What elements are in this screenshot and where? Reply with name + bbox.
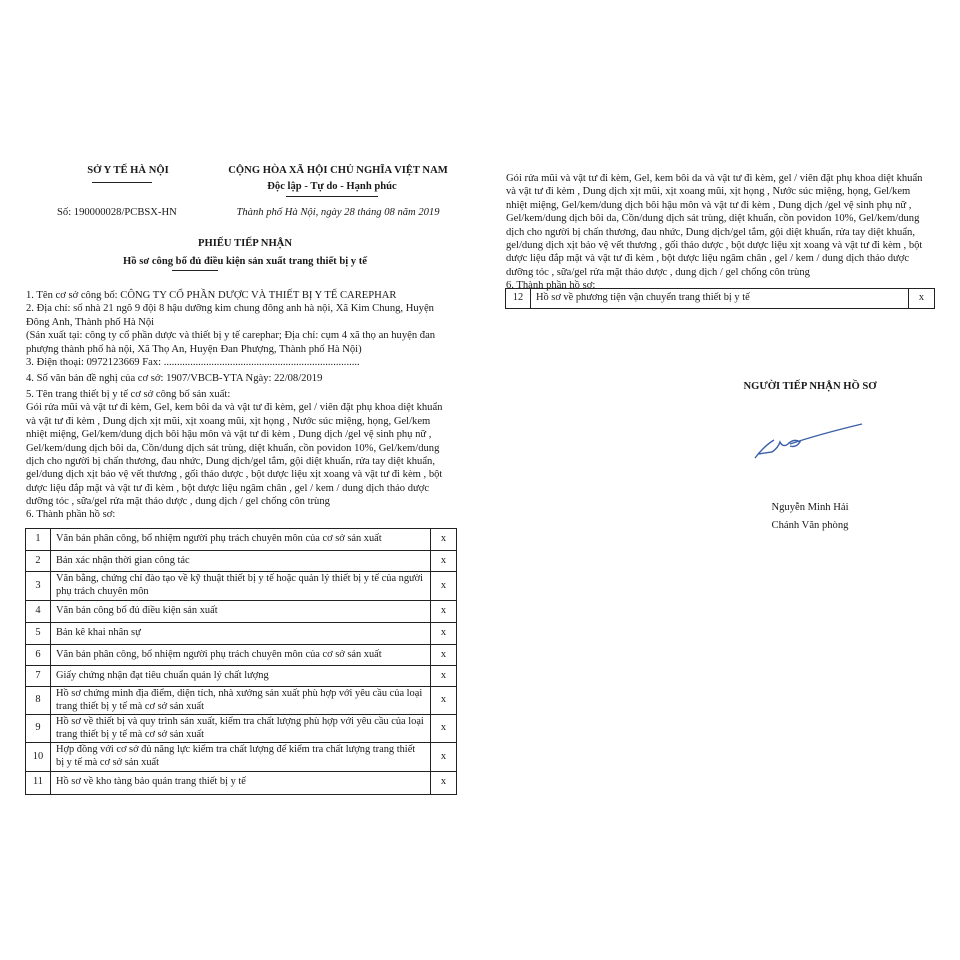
row-number: 6 <box>26 645 51 666</box>
row-number: 8 <box>26 687 51 715</box>
divider <box>286 196 378 197</box>
motto: Độc lập - Tự do - Hạnh phúc <box>267 181 397 192</box>
product-line: dược liệu đắp mặt và vật tư đi kèm , bột dược liệu ngâm chân , gel / kem / dung dịch thảo dược <box>506 253 910 265</box>
row-check-mark: x <box>431 771 457 794</box>
field-company: 1. Tên cơ sở công bố: CÔNG TY CỔ PHẦN DƯỢC VÀ THIẾT BỊ Y TẾ CAREPHAR <box>26 290 397 301</box>
product-line: dưỡng tóc , sữa/gel rửa mặt thảo dược , dung dịch / gel chống côn trùng <box>506 266 810 278</box>
product-line: gel/dung dịch xịt bảo vệ vết thương , gối thảo dược , bột dược liệu xịt xoang và vật tư đi kèm , bột <box>506 239 923 251</box>
applicant-info <box>26 289 442 522</box>
table-row <box>26 529 457 551</box>
product-line: nhiệt miệng, Gel/kem/dung dịch bôi hậu môn và vật tư đi kèm , Dung dịch /gel vệ sinh phụ nữ , <box>26 429 432 441</box>
table-row <box>26 715 457 743</box>
row-number: 4 <box>26 601 51 623</box>
row-check-mark: x <box>431 715 457 743</box>
product-line: và vật tư đi kèm , Dung dịch xịt mũi, xịt xoang mũi, xịt họng , Nước súc miệng, họng, Gel/kem <box>506 186 911 198</box>
table-row <box>26 687 457 715</box>
field-production-site: (Sản xuất tại: công ty cổ phần dược và thiết bị y tế carephar; Địa chỉ: cụm 4 xã thọ an huyện đan <box>26 330 436 342</box>
signer-name: Nguyễn Minh Hải <box>771 502 849 513</box>
row-description: Bản xác nhận thời gian công tác <box>51 551 431 572</box>
field-documents-label: 6. Thành phần hồ sơ: <box>26 509 116 521</box>
row-check-mark: x <box>431 601 457 623</box>
table-row <box>26 771 457 794</box>
row-number: 5 <box>26 623 51 645</box>
row-description: Văn bản phân công, bổ nhiệm người phụ trách chuyên môn của cơ sở sản xuất <box>51 529 431 551</box>
table-row <box>26 601 457 623</box>
document-number: Số: 190000028/PCBSX-HN <box>57 207 177 218</box>
product-line: gel/dung dịch xịt bảo vệ vết thương , gối thảo dược , bột dược liệu xịt xoang và vật tư đi kèm , bột <box>26 469 443 481</box>
product-line: Gel/kem/dung dịch bôi da, Cồn/dung dịch sát trùng, diệt khuẩn, cồn povidon 10%, Gel/kem/dung <box>506 213 920 225</box>
row-description: Bản kê khai nhân sự <box>51 623 431 645</box>
signature-heading: NGƯỜI TIẾP NHẬN HỒ SƠ <box>743 381 877 392</box>
product-line: dịch cho người bị chấn thương, đau nhức, Dung dịch/gel tắm, gội diệt khuẩn, rửa tay diệt khuẩn, <box>506 226 915 238</box>
document-title: PHIẾU TIẾP NHẬN <box>198 238 292 249</box>
row-description: Hồ sơ về phương tiện vận chuyển trang thiết bị y tế <box>531 289 909 309</box>
row-number: 12 <box>506 289 531 309</box>
product-line: dịch cho người bị chấn thương, đau nhức, Dung dịch/gel tắm, gội diệt khuẩn, rửa tay diệt khuẩn, <box>26 455 435 467</box>
field-request-number: 4. Số văn bản đề nghị của cơ sở: 1907/VBCB-YTA Ngày: 22/08/2019 <box>26 372 323 384</box>
product-line: Gói rửa mũi và vật tư đi kèm, Gel, kem bôi da và vật tư đi kèm, gel / viên đặt phụ khoa diệt khuẩn <box>506 173 923 184</box>
product-line: và vật tư đi kèm , Dung dịch xịt mũi, xịt xoang mũi, xịt họng , Nước súc miệng, họng, Gel/kem <box>26 415 431 427</box>
row-number: 9 <box>26 715 51 743</box>
documents-table-continued <box>505 288 935 309</box>
row-number: 7 <box>26 666 51 687</box>
row-check-mark: x <box>431 687 457 715</box>
table-row <box>26 572 457 601</box>
place-date: Thành phố Hà Nội, ngày 28 tháng 08 năm 2019 <box>236 207 440 218</box>
row-number: 1 <box>26 529 51 551</box>
country-name: CỘNG HÒA XÃ HỘI CHỦ NGHĨA VIỆT NAM <box>228 165 448 176</box>
row-description: Giấy chứng nhận đạt tiêu chuẩn quản lý chất lượng <box>51 666 431 687</box>
field-phone: 3. Điện thoại: 0972123669 Fax: .......................................................................... <box>26 356 360 368</box>
field-products-label: 5. Tên trang thiết bị y tế cơ sở công bố sản xuất: <box>26 388 231 400</box>
row-number: 10 <box>26 743 51 771</box>
table-row <box>26 666 457 687</box>
table-row <box>26 623 457 645</box>
products-continued <box>506 172 922 293</box>
row-number: 11 <box>26 771 51 794</box>
row-check-mark: x <box>909 289 935 309</box>
documents-table <box>25 528 457 795</box>
table-row <box>26 551 457 572</box>
table-row <box>506 289 935 309</box>
row-description: Văn bằng, chứng chỉ đào tạo về kỹ thuật thiết bị y tế hoặc quản lý thiết bị y tế của người phụ trách chuyên môn <box>51 572 431 601</box>
product-line: Gel/kem/dung dịch bôi da, Cồn/dung dịch sát trùng, diệt khuẩn, cồn povidon 10%, Gel/kem/dung <box>26 442 440 454</box>
row-check-mark: x <box>431 666 457 687</box>
product-line: dưỡng tóc , sữa/gel rửa mặt thảo dược , dung dịch / gel chống côn trùng <box>26 496 330 508</box>
row-check-mark: x <box>431 645 457 666</box>
field-address-cont: Đông Anh, Thành phố Hà Nội <box>26 316 155 328</box>
row-number: 3 <box>26 572 51 601</box>
row-check-mark: x <box>431 529 457 551</box>
row-description: Hồ sơ về thiết bị và quy trình sản xuất, kiểm tra chất lượng phù hợp với yêu cầu của loại trang thiết bị y tế mà cơ sở sản xuất <box>51 715 431 743</box>
product-line: nhiệt miệng, Gel/kem/dung dịch bôi hậu môn và vật tư đi kèm , Dung dịch /gel vệ sinh phụ nữ , <box>506 199 912 211</box>
document-subtitle: Hồ sơ công bố đủ điều kiện sản xuất trang thiết bị y tế <box>123 256 367 267</box>
field-address: 2. Địa chỉ: số nhà 21 ngõ 9 đội 8 hậu dưỡng kim chung đông anh hà nội, Xã Kim Chung, Huyện <box>26 303 434 315</box>
table-row <box>26 743 457 771</box>
signature-image <box>750 418 870 463</box>
product-line: dược liệu đắp mặt và vật tư đi kèm , bột dược liệu ngâm chân , gel / kem / dung dịch thảo dược <box>26 482 430 494</box>
field-production-site-cont: phượng thành phố hà nội, Xã Thọ An, Huyện Đan Phượng, Thành phố Hà Nội) <box>26 343 362 355</box>
row-description: Hồ sơ về kho tàng bảo quản trang thiết bị y tế <box>51 771 431 794</box>
row-description: Văn bản công bố đủ điều kiện sản xuất <box>51 601 431 623</box>
row-description: Văn bản phân công, bổ nhiệm người phụ trách chuyên môn của cơ sở sản xuất <box>51 645 431 666</box>
row-check-mark: x <box>431 551 457 572</box>
table-row <box>26 645 457 666</box>
agency-name: SỞ Y TẾ HÀ NỘI <box>87 165 169 176</box>
divider <box>172 270 218 271</box>
product-line: Gói rửa mũi và vật tư đi kèm, Gel, kem bôi da và vật tư đi kèm, gel / viên đặt phụ khoa diệt khuẩn <box>26 402 443 414</box>
row-check-mark: x <box>431 743 457 771</box>
row-check-mark: x <box>431 572 457 601</box>
field-documents-label: 6. Thành phần hồ sơ: <box>506 280 596 292</box>
row-number: 2 <box>26 551 51 572</box>
row-description: Hồ sơ chứng minh địa điểm, diện tích, nhà xưởng sản xuất phù hợp với yêu cầu của loại trang thiết bị y tế mà cơ sở sản xuất <box>51 687 431 715</box>
row-check-mark: x <box>431 623 457 645</box>
divider <box>92 182 152 183</box>
signer-position: Chánh Văn phòng <box>771 520 849 531</box>
row-description: Hợp đồng với cơ sở đủ năng lực kiểm tra chất lượng để kiểm tra chất lượng trang thiết bị y tế mà cơ sở sản xuất <box>51 743 431 771</box>
